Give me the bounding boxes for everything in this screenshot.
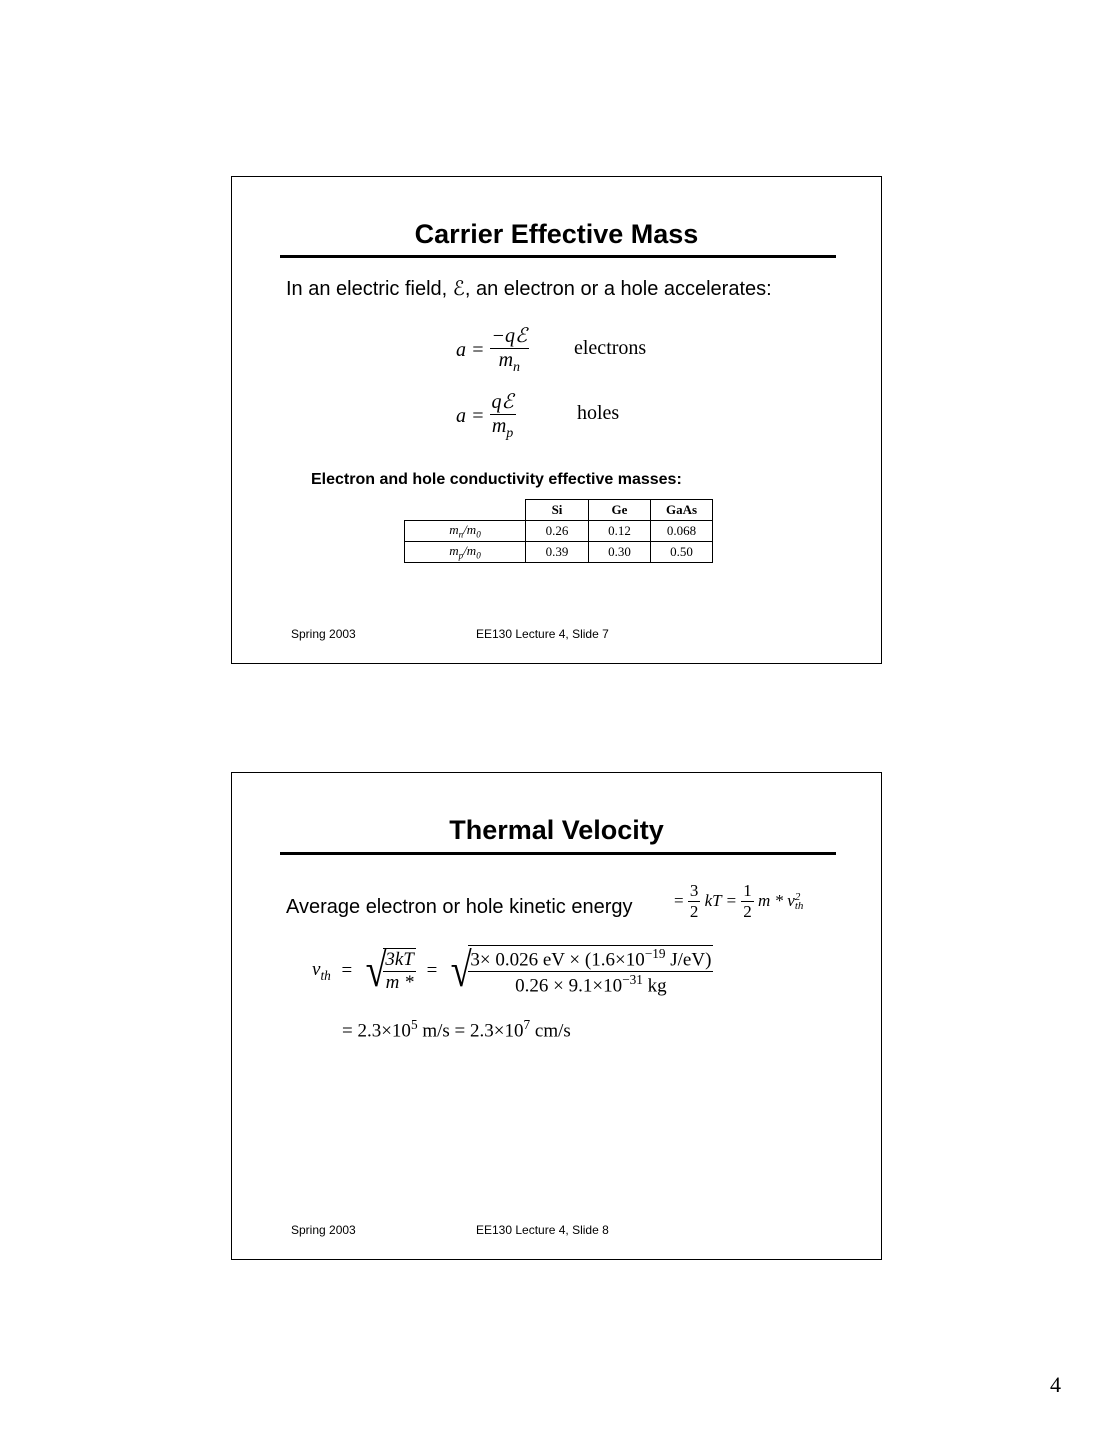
table-header-cell bbox=[405, 500, 526, 521]
table-cell: 0.26 bbox=[526, 521, 589, 542]
title-underline bbox=[280, 255, 836, 258]
table-header-row bbox=[405, 500, 713, 521]
footer-slide-id: EE130 Lecture 4, Slide 7 bbox=[476, 627, 609, 641]
slide-carrier-effective-mass bbox=[231, 176, 882, 664]
label-holes: holes bbox=[577, 402, 620, 424]
kinetic-energy-equation: = $\frac{3}{2}$ kT = $\frac{1}{2}$ m * v 2 th bbox=[674, 881, 804, 921]
thermal-velocity-equation: $v_{th}$ = √ $\frac{3kT}{m *}$ = √ $\frac{3\times 0.026 eV \times (1.6\times 10^{-19} J/eV)}{0.26 \times 9.1\times 10^{-31} kg}$ bbox=[312, 944, 712, 998]
table-row-label: $m_p/m_0$ bbox=[405, 542, 526, 563]
table-row bbox=[405, 542, 713, 563]
slide-title: Thermal Velocity bbox=[449, 815, 664, 845]
eq-numerator: −qℰ bbox=[491, 325, 528, 347]
table-header-cell: Ge bbox=[589, 500, 651, 521]
table-cell: 0.50 bbox=[651, 542, 713, 563]
table-cell: 0.30 bbox=[589, 542, 651, 563]
slide-title: Carrier Effective Mass bbox=[414, 219, 699, 249]
table-cell: 0.068 bbox=[651, 521, 713, 542]
eq-numerator: qℰ bbox=[491, 391, 514, 413]
eq-lhs: a = bbox=[456, 339, 485, 362]
fraction-3kT-over-m: $\frac{3kT}{m *}$ bbox=[385, 949, 414, 994]
table-header-cell: Si bbox=[526, 500, 589, 521]
footer-date: Spring 2003 bbox=[291, 627, 356, 641]
eq-denominator: $m_p$ bbox=[491, 415, 514, 441]
eq-denominator: $m_n$ bbox=[498, 349, 521, 375]
fraction-numeric: $\frac{3\times 0.026 eV \times (1.6\times 10^{-19} J/eV)}{0.26 \times 9.1\times 10^{-31} kg}$ bbox=[470, 946, 712, 997]
sqrt-icon: √ bbox=[450, 944, 472, 998]
fraction-three-halves: $\frac{3}{2}$ bbox=[689, 881, 699, 921]
sqrt-icon: √ bbox=[365, 944, 387, 998]
footer-date: Spring 2003 bbox=[291, 1223, 356, 1237]
kinetic-energy-text: Average electron or hole kinetic energy bbox=[286, 896, 633, 918]
thermal-velocity-result: = $2.3\times 10^5$ $m/s = 2.3\times 10^7$ cm/s bbox=[342, 1017, 571, 1042]
label-electrons: electrons bbox=[574, 337, 647, 359]
effective-mass-table bbox=[404, 499, 713, 563]
fraction-one-half: $\frac{1}{2}$ bbox=[743, 881, 752, 921]
intro-text: In an electric field, ℰ, an electron or a hole accelerates: bbox=[286, 278, 772, 300]
eq-fraction bbox=[490, 325, 530, 376]
table-row-label: $m_n/m_0$ bbox=[405, 521, 526, 542]
table-cell: 0.39 bbox=[526, 542, 589, 563]
title-underline bbox=[280, 852, 836, 855]
table-row bbox=[405, 521, 713, 542]
slide-thermal-velocity bbox=[231, 772, 882, 1260]
table-header-cell: GaAs bbox=[651, 500, 713, 521]
equation-holes bbox=[456, 391, 516, 442]
eq-lhs: a = bbox=[456, 405, 485, 428]
table-heading: Electron and hole conductivity effective masses: bbox=[311, 471, 682, 488]
equation-electrons bbox=[456, 325, 529, 376]
eq-fraction bbox=[490, 391, 516, 442]
footer-slide-id: EE130 Lecture 4, Slide 8 bbox=[476, 1223, 609, 1237]
table-cell: 0.12 bbox=[589, 521, 651, 542]
page-number: 4 bbox=[1050, 1372, 1061, 1397]
